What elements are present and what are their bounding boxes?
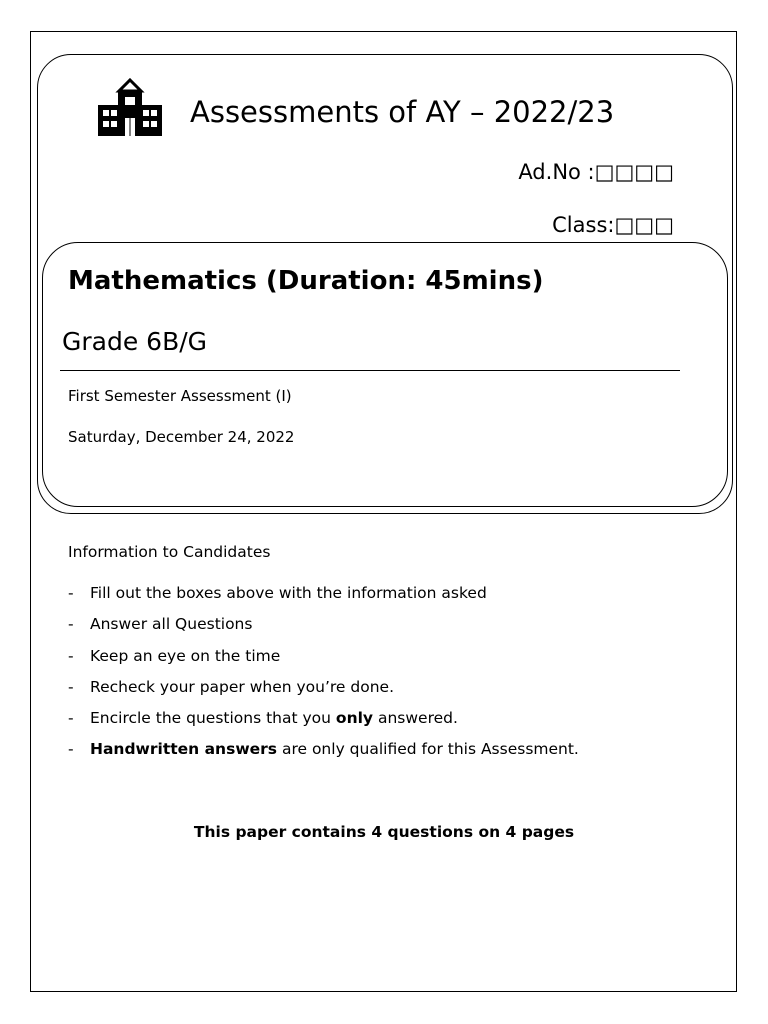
semester-label: First Semester Assessment (I) bbox=[68, 387, 292, 405]
admission-number-field: Ad.No :□□□□ bbox=[518, 160, 674, 184]
assessment-title: Assessments of AY – 2022/23 bbox=[190, 95, 615, 129]
school-building-icon bbox=[94, 78, 166, 138]
class-field: Class:□□□ bbox=[552, 213, 674, 237]
instruction-text: Keep an eye on the time bbox=[90, 646, 281, 665]
bullet: - bbox=[68, 615, 74, 634]
bullet: - bbox=[68, 584, 74, 602]
bullet: - bbox=[68, 646, 74, 665]
bullet: - bbox=[68, 677, 74, 696]
instruction-text: Recheck your paper when you’re done. bbox=[90, 677, 395, 696]
instructions-list bbox=[68, 583, 579, 771]
instruction-item bbox=[68, 739, 579, 770]
bullet: - bbox=[68, 740, 74, 759]
instruction-item bbox=[68, 708, 579, 739]
instruction-text: Answer all Questions bbox=[90, 615, 253, 634]
instruction-text: Fill out the boxes above with the information asked bbox=[90, 584, 487, 602]
info-heading: Information to Candidates bbox=[68, 543, 271, 561]
subject-heading: Mathematics (Duration: 45mins) bbox=[68, 266, 544, 296]
instruction-item bbox=[68, 646, 579, 677]
instruction-item bbox=[68, 583, 579, 614]
emphasis-text: Handwritten answers bbox=[90, 740, 278, 759]
exam-date: Saturday, December 24, 2022 bbox=[68, 428, 295, 446]
paper-contents-note: This paper contains 4 questions on 4 pages bbox=[193, 823, 575, 841]
grade-label: Grade 6B/G bbox=[62, 327, 208, 356]
divider bbox=[60, 370, 680, 371]
instruction-text: are only qualified for this Assessment. bbox=[277, 740, 579, 759]
instruction-text: Encircle the questions that you bbox=[90, 709, 336, 728]
emphasis-text: only bbox=[335, 709, 374, 728]
instruction-text: answered. bbox=[373, 709, 458, 728]
bullet: - bbox=[68, 709, 74, 728]
instruction-item bbox=[68, 677, 579, 708]
instruction-item bbox=[68, 614, 579, 645]
